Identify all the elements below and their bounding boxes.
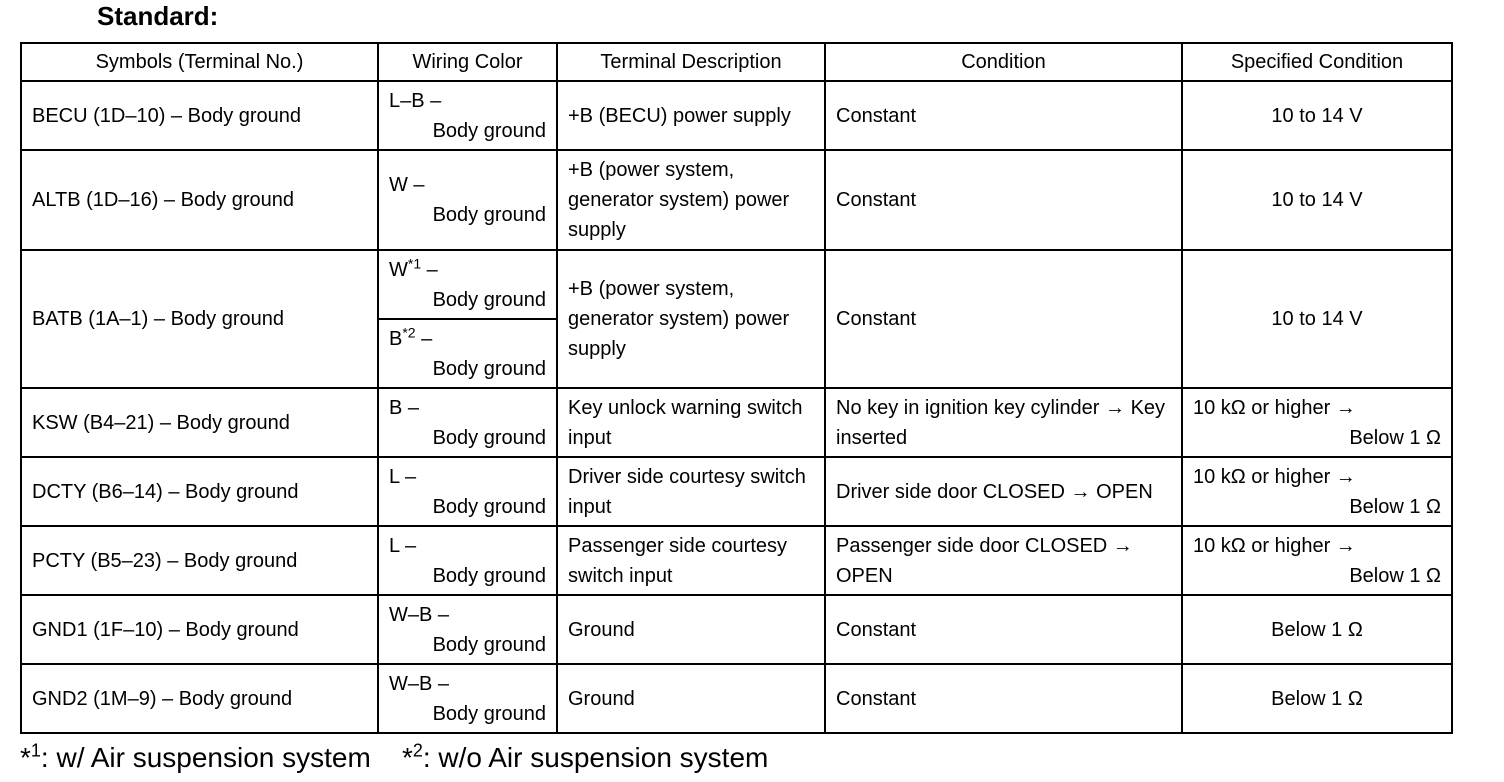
wiring-color-cell	[378, 526, 557, 595]
header-specified-condition: Specified Condition	[1182, 43, 1452, 81]
wiring-color-cell	[378, 664, 557, 733]
wiring-color-cell	[378, 250, 557, 319]
terminal-spec-table	[20, 42, 1453, 734]
condition-cell: No key in ignition key cylinder → Key inserted	[825, 388, 1182, 457]
wiring-color-line1: $B^{*2}$ –	[389, 323, 433, 350]
table-row	[21, 81, 1452, 150]
condition-cell: Driver side door CLOSED → OPEN	[825, 457, 1182, 526]
specified-line1: 10 kΩ or higher →	[1193, 465, 1356, 488]
table-header-row	[21, 43, 1452, 81]
specified-condition-cell	[1182, 457, 1452, 526]
footnote-marker: *2	[402, 323, 416, 340]
header-symbols: Symbols (Terminal No.)	[21, 43, 378, 81]
specified-line2: Below 1 Ω	[1349, 426, 1441, 449]
wiring-color-line1: L–B –	[389, 89, 442, 112]
wiring-color-line2: Body ground	[432, 204, 546, 226]
symbol-cell: GND2 (1M–9) – Body ground	[21, 664, 378, 733]
specified-condition-cell	[1182, 526, 1452, 595]
symbol-cell: BATB (1A–1) – Body ground	[21, 250, 378, 388]
description-cell: Key unlock warning switch input	[557, 388, 825, 457]
specified-line2: Below 1 Ω	[1349, 495, 1441, 518]
condition-cell: Constant	[825, 664, 1182, 733]
description-cell: Ground	[557, 595, 825, 664]
wiring-color-line1: $W^{*1}$ –	[389, 254, 438, 281]
section-heading: Standard:	[97, 1, 219, 31]
description-cell: Passenger side courtesy switch input	[557, 526, 825, 595]
wiring-color-line1: L –	[389, 534, 417, 557]
wiring-color-line2: Body ground	[432, 288, 546, 311]
symbol-cell: PCTY (B5–23) – Body ground	[21, 526, 378, 595]
specified-condition-cell: 10 to 14 V	[1182, 250, 1452, 388]
specified-condition-cell: 10 to 14 V	[1182, 150, 1452, 250]
wiring-color-line1: B –	[389, 396, 420, 419]
condition-cell: Passenger side door CLOSED → OPEN	[825, 526, 1182, 595]
description-cell: Driver side courtesy switch input	[557, 457, 825, 526]
wiring-color-line2: Body ground	[432, 119, 546, 142]
wiring-color-cell	[378, 388, 557, 457]
table-row	[21, 595, 1452, 664]
wiring-color-cell	[378, 595, 557, 664]
condition-cell: Constant	[825, 250, 1182, 388]
description-cell: +B (BECU) power supply	[557, 81, 825, 150]
wiring-color-line2: Body ground	[432, 633, 546, 656]
footnote-marker: *1	[407, 254, 422, 271]
symbol-cell: GND1 (1F–10) – Body ground	[21, 595, 378, 664]
table-row	[21, 388, 1452, 457]
symbol-cell: KSW (B4–21) – Body ground	[21, 388, 378, 457]
specified-line1: 10 kΩ or higher →	[1193, 396, 1356, 419]
specified-condition-cell: 10 to 14 V	[1182, 81, 1452, 150]
wiring-color-line1: L –	[389, 465, 417, 488]
symbol-cell: BECU (1D–10) – Body ground	[21, 81, 378, 150]
table-row	[21, 526, 1452, 595]
table-row	[21, 457, 1452, 526]
wiring-color-cell	[378, 150, 557, 250]
header-terminal-description: Terminal Description	[557, 43, 825, 81]
specified-line2: Below 1 Ω	[1349, 564, 1441, 587]
condition-cell: Constant	[825, 150, 1182, 250]
wiring-color-cell	[378, 319, 557, 388]
footnote-1: *$^1$: w/ Air suspension system	[20, 740, 371, 773]
wiring-color-line2: Body ground	[432, 426, 546, 449]
wiring-color-line1: W –	[389, 174, 425, 196]
description-cell: +B (power system, generator system) power supply	[557, 150, 825, 250]
description-cell: Ground	[557, 664, 825, 733]
specified-condition-cell: Below 1 Ω	[1182, 595, 1452, 664]
symbol-cell: ALTB (1D–16) – Body ground	[21, 150, 378, 250]
wiring-color-line2: Body ground	[432, 564, 546, 587]
header-condition: Condition	[825, 43, 1182, 81]
condition-cell: Constant	[825, 595, 1182, 664]
wiring-color-line2: Body ground	[432, 495, 546, 518]
symbol-cell: DCTY (B6–14) – Body ground	[21, 457, 378, 526]
table-row	[21, 250, 1452, 319]
wiring-color-line2: Body ground	[432, 702, 546, 725]
footnotes	[20, 740, 768, 776]
specified-condition-cell: Below 1 Ω	[1182, 664, 1452, 733]
wiring-color-cell	[378, 81, 557, 150]
specified-condition-cell	[1182, 388, 1452, 457]
wiring-color-line2: Body ground	[432, 357, 546, 380]
wiring-color-cell	[378, 457, 557, 526]
wiring-color-line1: W–B –	[389, 603, 450, 626]
header-wiring-color: Wiring Color	[378, 43, 557, 81]
table-row	[21, 150, 1452, 250]
footnote-2: *$^2$: w/o Air suspension system	[401, 740, 769, 773]
description-cell: +B (power system, generator system) power supply	[557, 250, 825, 388]
specified-line1: 10 kΩ or higher →	[1193, 534, 1356, 557]
wiring-color-line1: W–B –	[389, 672, 450, 695]
table-row	[21, 664, 1452, 733]
condition-cell: Constant	[825, 81, 1182, 150]
